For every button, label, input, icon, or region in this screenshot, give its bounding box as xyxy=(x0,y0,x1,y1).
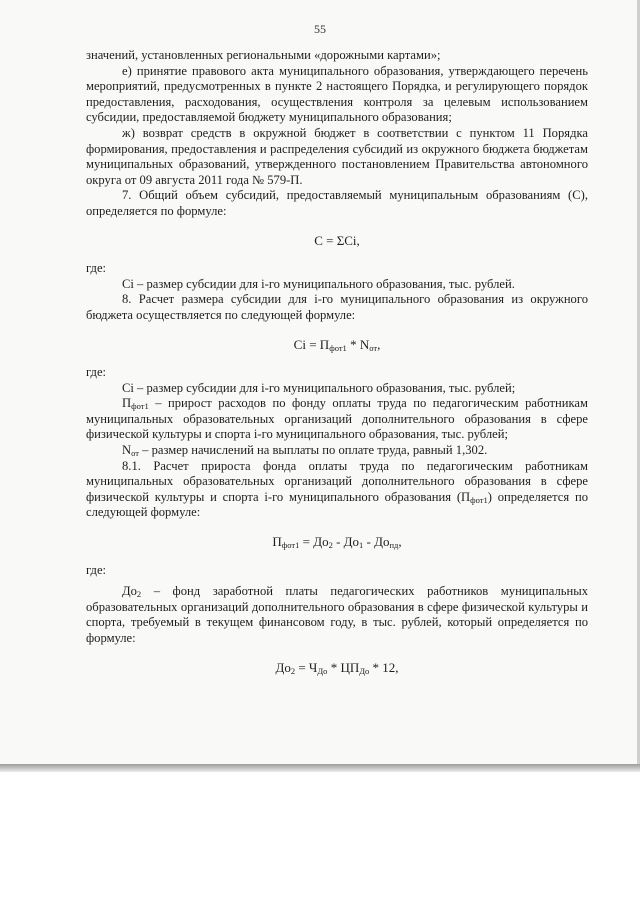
do2-text: – фонд заработной платы педагогических работников муниципальных образовательных организаций дополнительного образования в сфере физической культуры и спорта, требуемый в текущем финансовом году, в тыс. рублей, который определяется по формуле: xyxy=(86,584,588,645)
not-definition xyxy=(86,443,588,459)
do2-subscript: 2 xyxy=(136,589,142,600)
where-label-2: где: xyxy=(86,365,107,380)
formula-total-subsidy: С = ΣCi, xyxy=(314,232,360,248)
paragraph-8-1 xyxy=(86,459,588,521)
pfot-symbol: П xyxy=(122,396,132,411)
formula-ci xyxy=(86,337,588,353)
formula4-c-sub: До xyxy=(359,665,370,676)
formula3-b-sub: 2 xyxy=(328,540,333,551)
formula4-b-sub: До xyxy=(317,665,328,676)
page-body xyxy=(86,48,588,688)
pfot-subscript: фот1 xyxy=(131,401,149,412)
formula3-a-sub: фот1 xyxy=(281,540,300,551)
where-label-1: где: xyxy=(86,261,107,276)
ci-definition-1: Ci – размер субсидии для i-го муниципального образования, тыс. рублей. xyxy=(122,276,515,291)
formula2-mid: * N xyxy=(346,336,370,352)
where-label-3: где: xyxy=(86,562,107,577)
formula3-e: , xyxy=(398,534,402,550)
formula2-sub2: от xyxy=(369,342,378,353)
formula2-main: Ci = П xyxy=(293,336,330,352)
do2-symbol: До xyxy=(122,584,137,599)
paragraph-continuation: значений, установленных региональными «дорожными картами»; xyxy=(86,48,441,62)
not-text: – размер начислений на выплаты по оплате труда, равный 1,302. xyxy=(138,443,488,458)
p81-end: ) определяется по следующей формуле: xyxy=(86,489,588,520)
paragraph-item-e: е) принятие правового акта муниципального образования, утверждающего перечень мероприятий, предусмотренных в пункте 2 настоящего Порядка, и регулирующего порядок предоставления, расходования, осуществления контроля за целевым использованием субсидии, предоставляемой бюджету муниципального образования; xyxy=(86,63,588,125)
page-number: 55 xyxy=(314,22,326,36)
page-edge-shadow xyxy=(0,764,640,772)
formula3-d-sub: пд xyxy=(389,540,399,551)
not-symbol: N xyxy=(122,443,132,458)
formula-do2 xyxy=(86,660,588,676)
do2-definition xyxy=(86,584,588,646)
formula2-sub1: фот1 xyxy=(329,342,347,353)
formula4-b: = Ч xyxy=(295,659,318,675)
formula4-a: До xyxy=(275,659,291,675)
formula3-d: - До xyxy=(363,534,390,550)
formula3-b: = До xyxy=(299,534,329,550)
p81-subscript: фот1 xyxy=(470,494,488,505)
not-subscript: от xyxy=(131,448,139,459)
pfot-definition xyxy=(86,396,588,443)
paragraph-item-zh: ж) возврат средств в окружной бюджет в соответствии с пунктом 11 Порядка формирования, предоставления и распределения субсидий из окружного бюджета бюджетам муниципальных образований, утвержденного постановлением Правительства автономного округа от 09 августа 2011 года № 579-П. xyxy=(86,125,588,187)
formula-pfot xyxy=(86,534,588,550)
formula4-d: * 12, xyxy=(369,659,399,675)
formula3-c: - До xyxy=(332,534,360,550)
paragraph-7: 7. Общий объем субсидий, предоставляемый муниципальным образованиям (С), определяется по формуле: xyxy=(86,188,588,218)
formula4-c: * ЦП xyxy=(327,659,360,675)
formula3-c-sub: 1 xyxy=(359,540,364,551)
pfot-text: – прирост расходов по фонду оплаты труда по педагогическим работникам муниципальных образовательных организаций дополнительного образования в сфере физической культуры и спорта i-го муниципального образования, тыс. рублей; xyxy=(86,396,588,442)
formula2-end: , xyxy=(377,336,381,352)
formula4-a-sub: 2 xyxy=(290,665,296,676)
paragraph-8: 8. Расчет размера субсидии для i-го муниципального образования из окружного бюджета осуществляется по следующей формуле: xyxy=(86,292,588,322)
p81-text: 8.1. Расчет прироста фонда оплаты труда по педагогическим работникам муниципальных образовательных организаций дополнительного образования в сфере физической культуры и спорта i-го муниципального образования (П xyxy=(86,458,588,504)
ci-definition-2: Ci – размер субсидии для i-го муниципального образования, тыс. рублей; xyxy=(122,380,516,395)
formula3-a: П xyxy=(272,534,282,550)
